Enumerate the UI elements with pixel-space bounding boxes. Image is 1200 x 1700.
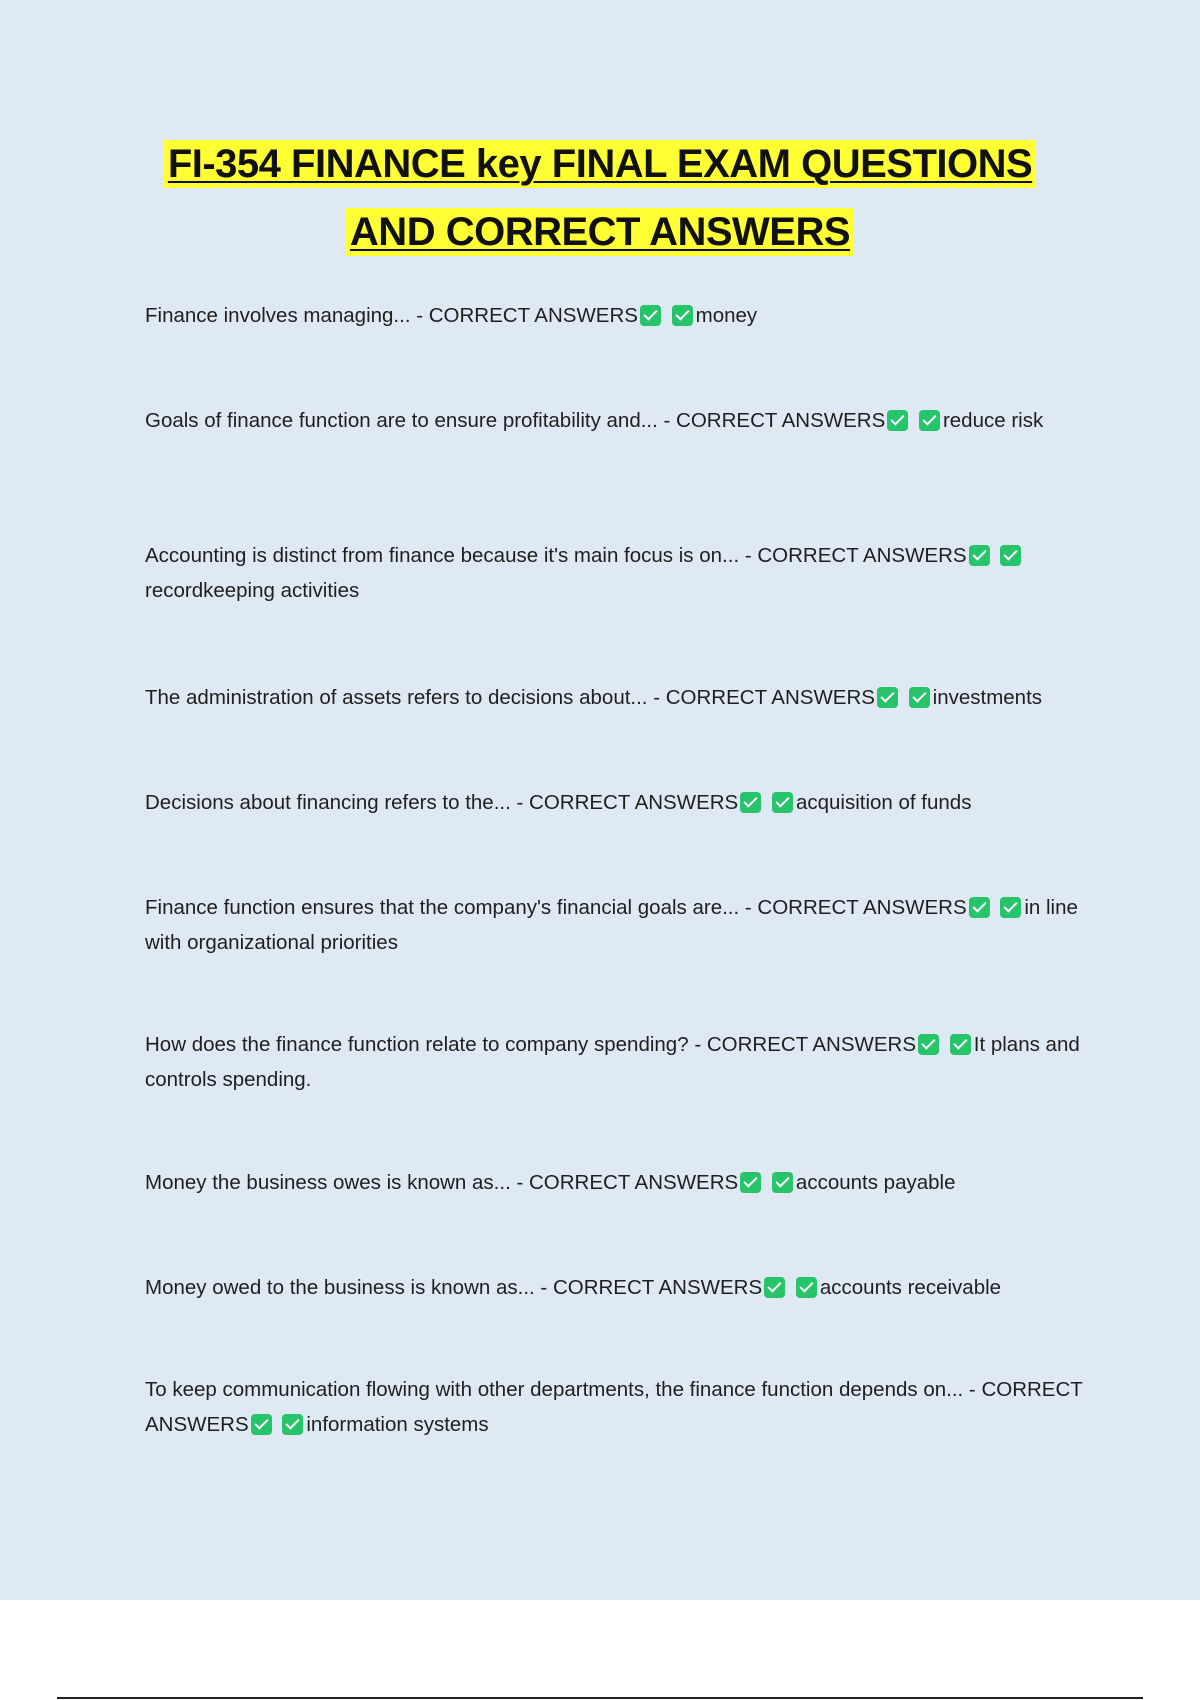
answer-marker: - CORRECT ANSWERS xyxy=(744,544,967,567)
question-text: Finance function ensures that the company's financial goals are... xyxy=(145,896,740,919)
answer-text: in line with organizational priorities xyxy=(145,896,1078,954)
question-text: Finance involves managing... xyxy=(145,304,411,327)
check-box-icon xyxy=(672,305,693,326)
qa-item xyxy=(145,1270,1095,1305)
answer-text: recordkeeping activities xyxy=(145,579,360,602)
answer-text: acquisition of funds xyxy=(795,791,972,814)
answer-marker: - CORRECT ANSWERS xyxy=(416,304,638,327)
question-text: How does the finance function relate to company spending? xyxy=(145,1033,689,1056)
check-box-icon xyxy=(1000,545,1021,566)
title-line-2: AND CORRECT ANSWERS xyxy=(346,208,854,256)
qa-item xyxy=(145,298,1095,333)
footer-divider xyxy=(57,1697,1143,1699)
check-box-icon xyxy=(877,687,898,708)
qa-item xyxy=(145,680,1095,715)
qa-item xyxy=(145,1165,1095,1200)
check-box-icon xyxy=(740,792,761,813)
check-box-icon xyxy=(640,305,661,326)
qa-item xyxy=(145,403,1095,438)
question-text: Money owed to the business is known as... xyxy=(145,1276,535,1299)
title-line-1: FI-354 FINANCE key FINAL EXAM QUESTIONS xyxy=(164,140,1036,188)
qa-item xyxy=(145,538,1095,608)
answer-marker: - CORRECT ANSWERS xyxy=(516,1171,739,1194)
answer-marker: - CORRECT ANSWERS xyxy=(744,896,967,919)
check-box-icon xyxy=(251,1414,272,1435)
question-text: Decisions about financing refers to the... xyxy=(145,791,511,814)
check-box-icon xyxy=(764,1277,785,1298)
check-box-icon xyxy=(772,1172,793,1193)
answer-text: information systems xyxy=(306,1413,489,1436)
question-text: The administration of assets refers to decisions about... xyxy=(145,686,648,709)
question-text: Goals of finance function are to ensure profitability and... xyxy=(145,409,658,432)
check-box-icon xyxy=(282,1414,303,1435)
qa-item xyxy=(145,785,1095,820)
answer-marker: - CORRECT ANSWERS xyxy=(663,409,886,432)
check-box-icon xyxy=(1000,897,1021,918)
answer-text: investments xyxy=(932,686,1043,709)
check-box-icon xyxy=(918,1034,939,1055)
check-box-icon xyxy=(772,792,793,813)
check-box-icon xyxy=(887,410,908,431)
question-text: Accounting is distinct from finance because it's main focus is on... xyxy=(145,544,740,567)
check-box-icon xyxy=(969,897,990,918)
answer-marker: - CORRECT ANSWERS xyxy=(694,1033,917,1056)
answer-text: money xyxy=(695,304,758,327)
check-box-icon xyxy=(796,1277,817,1298)
qa-item xyxy=(145,1027,1095,1097)
check-box-icon xyxy=(950,1034,971,1055)
answer-marker: - CORRECT ANSWERS xyxy=(145,1378,1083,1436)
answer-marker: - CORRECT ANSWERS xyxy=(653,686,875,709)
answer-text: accounts payable xyxy=(795,1171,956,1194)
check-box-icon xyxy=(969,545,990,566)
answer-text: accounts receivable xyxy=(819,1276,1002,1299)
check-box-icon xyxy=(919,410,940,431)
answer-text: reduce risk xyxy=(942,409,1044,432)
qa-item xyxy=(145,890,1095,960)
question-text: Money the business owes is known as... xyxy=(145,1171,511,1194)
answer-text: It plans and controls spending. xyxy=(145,1033,1080,1091)
check-box-icon xyxy=(740,1172,761,1193)
document-title xyxy=(0,140,1200,276)
answer-marker: - CORRECT ANSWERS xyxy=(540,1276,763,1299)
question-text: To keep communication flowing with other departments, the finance function depends on... xyxy=(145,1378,964,1401)
answer-marker: - CORRECT ANSWERS xyxy=(516,791,739,814)
qa-item xyxy=(145,1372,1095,1442)
check-box-icon xyxy=(909,687,930,708)
